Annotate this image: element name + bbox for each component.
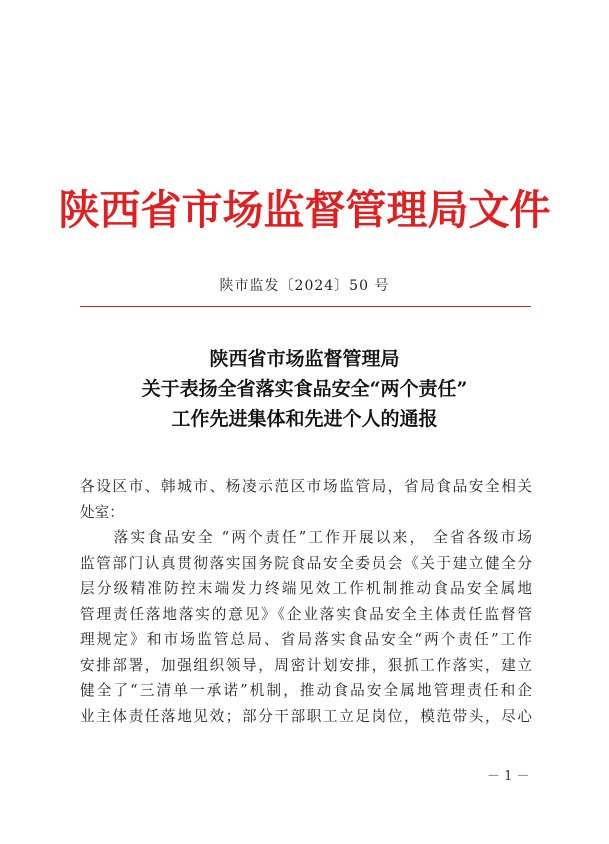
- page-number: － 1 －: [487, 769, 530, 784]
- body-line: 监管部门认真贯彻落实国务院食品安全委员会《关于建立健全分: [80, 554, 532, 572]
- body-line: 管理责任落地落实的意见》《企业落实食品安全主体责任监督管: [80, 605, 532, 623]
- body-line: 理规定》和市场监管总局、省局落实食品安全“两个责任”工作: [80, 631, 532, 648]
- header-divider: [80, 306, 531, 307]
- body-line: 安排部署，加强组织领导，周密计划安排，狠抓工作落实，建立: [80, 656, 532, 674]
- notice-title-line: 陕西省市场监督管理局: [209, 348, 400, 370]
- body-line: 落实食品安全 “两个责任”工作开展以来， 全省各级市场: [80, 529, 532, 546]
- document-number: 陕市监发〔2024〕50 号: [219, 278, 390, 294]
- body-line: 处室：: [80, 503, 124, 521]
- notice-title-line: 工作先进集体和先进个人的通报: [171, 408, 438, 430]
- notice-title-line: 关于表扬全省落实食品安全“两个责任”: [141, 378, 468, 400]
- document-body: [80, 474, 532, 729]
- body-line: 层分级精准防控末端发力终端见效工作机制推动食品安全属地: [80, 580, 532, 597]
- body-line: 业主体责任落地见效；部分干部职工立足岗位，模范带头，尽心: [80, 707, 532, 725]
- body-line: 健全了“三清单一承诺”机制，推动食品安全属地管理责任和企: [80, 682, 532, 699]
- document-header-title: 陕西省市场监督管理局文件: [58, 186, 551, 234]
- body-line: 各设区市、韩城市、杨凌示范区市场监管局，省局食品安全相关: [80, 478, 532, 495]
- notice-title: [0, 344, 609, 434]
